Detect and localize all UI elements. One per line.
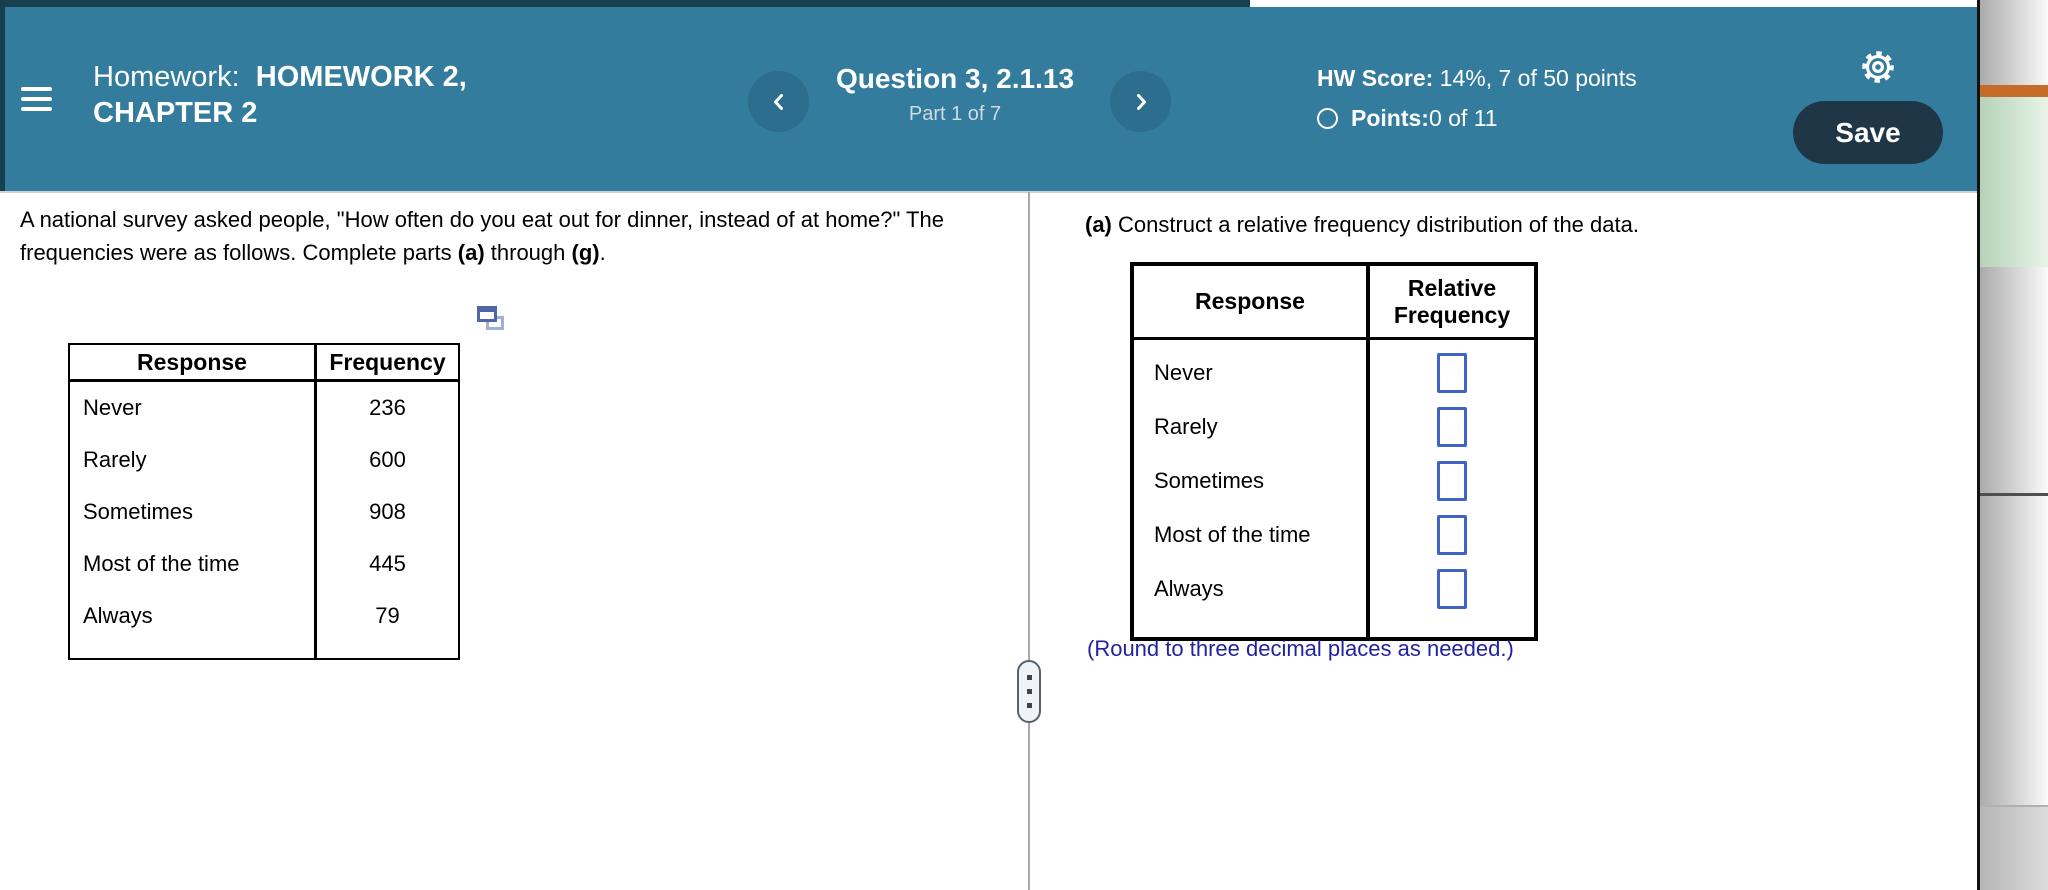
question-part-label: Part 1 of 7: [908, 103, 1002, 125]
part-a-text: Construct a relative frequency distribution of the data.: [1111, 212, 1639, 237]
rounding-note: (Round to three decimal places as needed.): [1087, 636, 1514, 661]
relative-frequency-input-most-of-the-time[interactable]: [1437, 515, 1467, 555]
frequency-table-header-row: [70, 345, 458, 382]
table-row: [70, 486, 458, 538]
frequency-table-tail: [70, 642, 317, 658]
chevron-right-icon: [1129, 90, 1153, 114]
right-strip-top: [1980, 0, 2048, 85]
relative-table-header-response: Response: [1134, 266, 1370, 340]
relative-frequency-input-sometimes[interactable]: [1437, 461, 1467, 501]
relative-table-header-row: [1134, 266, 1534, 340]
frequency-table: [68, 343, 460, 660]
table-row: [1134, 454, 1534, 508]
table-row: [1134, 400, 1534, 454]
header-underline: [0, 191, 1977, 193]
settings-button[interactable]: [1858, 47, 1898, 87]
frequency-cell: 908: [369, 499, 406, 524]
question-prompt-through: through: [484, 240, 572, 265]
table-row: [1134, 508, 1534, 562]
response-cell: Never: [70, 382, 317, 434]
question-title: Question 3, 2.1.13: [835, 63, 1075, 94]
relative-frequency-table: [1130, 262, 1538, 641]
question-prompt-part-g: (g): [571, 240, 600, 265]
table-row: [70, 382, 458, 434]
right-strip-lower: [1980, 496, 2048, 805]
save-button-label: Save: [1835, 116, 1901, 148]
next-question-button[interactable]: [1110, 71, 1171, 132]
response-cell: Most of the time: [1134, 508, 1370, 562]
popout-button[interactable]: [477, 306, 505, 333]
relative-frequency-input-rarely[interactable]: [1437, 407, 1467, 447]
table-row: [1134, 346, 1534, 400]
right-strip-green-band: [1980, 97, 2048, 267]
top-edge-bar: [0, 0, 1250, 7]
assignment-name-line1: HOMEWORK 2,: [255, 61, 467, 93]
points-value: 0 of 11: [1428, 105, 1498, 131]
question-nav: [790, 63, 1120, 126]
right-strip-bottom: [1980, 805, 2048, 890]
gear-icon: [1858, 47, 1898, 87]
app-header: [0, 7, 1977, 191]
response-cell: Sometimes: [70, 486, 317, 538]
assignment-name-line2: CHAPTER 2: [93, 97, 258, 129]
response-cell: Always: [1134, 562, 1370, 616]
hw-score-text: [1317, 65, 1637, 92]
part-a-prompt: [1085, 212, 1639, 238]
save-button[interactable]: [1793, 101, 1943, 164]
relative-frequency-input-never[interactable]: [1437, 353, 1467, 393]
drag-dot-icon: [1027, 703, 1032, 708]
response-cell: Never: [1134, 346, 1370, 400]
relative-table-header-relative-frequency: Relative Frequency: [1370, 266, 1534, 340]
points-radio-icon: [1317, 108, 1338, 129]
response-cell: Always: [70, 590, 317, 642]
frequency-cell: 236: [369, 395, 406, 420]
question-prompt-part-a: (a): [457, 240, 485, 265]
frequency-cell: 445: [369, 551, 406, 576]
points-label: Points:: [1351, 105, 1429, 131]
drag-dot-icon: [1027, 675, 1032, 680]
hamburger-icon: [21, 87, 55, 111]
response-cell: Rarely: [70, 434, 317, 486]
right-strip-middle: [1980, 267, 2048, 493]
frequency-table-header-frequency: Frequency: [317, 345, 458, 382]
table-row: [70, 538, 458, 590]
question-prompt-period: .: [599, 240, 606, 265]
frequency-cell: 79: [375, 603, 400, 628]
part-a-label: (a): [1085, 212, 1112, 237]
response-cell: Rarely: [1134, 400, 1370, 454]
table-row: [70, 590, 458, 642]
response-cell: Most of the time: [70, 538, 317, 590]
score-block: [1317, 65, 1637, 132]
table-row: [1134, 562, 1534, 616]
assignment-prefix: Homework:: [93, 61, 240, 93]
divider-drag-handle[interactable]: [1017, 660, 1041, 723]
chevron-left-icon: [767, 90, 791, 114]
question-prompt: [20, 203, 1020, 269]
drag-dot-icon: [1027, 689, 1032, 694]
assignment-title: [93, 59, 467, 131]
points-row: [1317, 105, 1637, 132]
hw-score-label: HW Score:: [1317, 65, 1434, 91]
relative-frequency-input-always[interactable]: [1437, 569, 1467, 609]
frequency-table-header-response: Response: [70, 345, 317, 382]
response-cell: Sometimes: [1134, 454, 1370, 508]
table-row: [70, 434, 458, 486]
panel-divider: [1028, 192, 1030, 890]
hw-score-value: 14%, 7 of 50 points: [1433, 65, 1637, 91]
right-strip-orange-band: [1980, 85, 2048, 97]
menu-button[interactable]: [21, 87, 55, 113]
question-prompt-text: A national survey asked people, "How often do you eat out for dinner, instead of at home?" The frequencies were as follows. Complete parts: [20, 207, 944, 265]
frequency-cell: 600: [369, 447, 406, 472]
